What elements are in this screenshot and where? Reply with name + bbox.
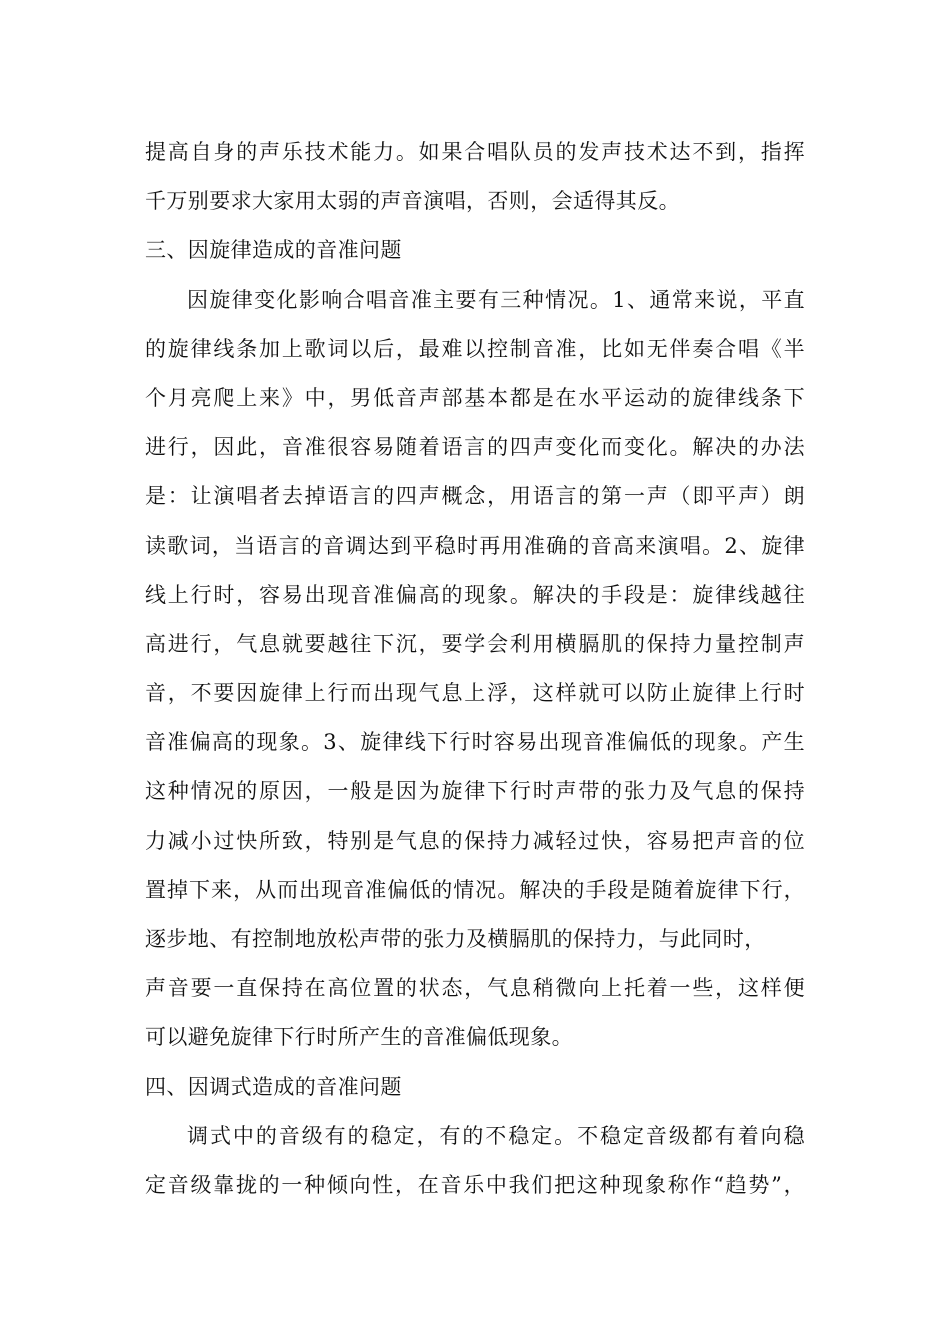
text-line: 线上行时，容易出现音准偏高的现象。解决的手段是：旋律线越往 bbox=[145, 582, 805, 607]
paragraph-first-line: 调式中的音级有的稳定，有的不稳定。不稳定音级都有着向稳 bbox=[187, 1123, 805, 1148]
section-heading: 四、因调式造成的音准问题 bbox=[145, 1074, 402, 1099]
text-line: 个月亮爬上来》中，男低音声部基本都是在水平运动的旋律线条下 bbox=[145, 385, 805, 410]
text-line: 声音要一直保持在高位置的状态，气息稍微向上托着一些，这样便 bbox=[145, 976, 805, 1001]
text-line: 提高自身的声乐技术能力。如果合唱队员的发声技术达不到，指挥 bbox=[145, 140, 805, 164]
text-line: 高进行，气息就要越往下沉，要学会利用横膈肌的保持力量控制声 bbox=[145, 631, 805, 656]
text-line: 定音级靠拢的一种倾向性，在音乐中我们把这种现象称作“趋势”， bbox=[145, 1172, 805, 1197]
text-line: 是：让演唱者去掉语言的四声概念，用语言的第一声（即平声）朗 bbox=[145, 484, 805, 509]
text-line: 读歌词，当语言的音调达到平稳时再用准确的音高来演唱。2、旋律 bbox=[145, 533, 805, 558]
text-line: 逐步地、有控制地放松声带的张力及横膈肌的保持力，与此同时， bbox=[145, 927, 766, 951]
text-line: 的旋律线条加上歌词以后，最难以控制音准，比如无伴奏合唱《半 bbox=[145, 336, 805, 361]
text-line: 千万别要求大家用太弱的声音演唱，否则，会适得其反。 bbox=[145, 189, 680, 214]
text-line: 音，不要因旋律上行而出现气息上浮，这样就可以防止旋律上行时 bbox=[145, 681, 805, 706]
text-line: 进行，因此，音准很容易随着语言的四声变化而变化。解决的办法 bbox=[145, 435, 805, 460]
text-line: 音准偏高的现象。3、旋律线下行时容易出现音准偏低的现象。产生 bbox=[145, 730, 805, 755]
paragraph-first-line: 因旋律变化影响合唱音准主要有三种情况。1、通常来说，平直 bbox=[187, 287, 805, 312]
text-line: 置掉下来，从而出现音准偏低的情况。解决的手段是随着旋律下行， bbox=[145, 877, 805, 902]
section-heading: 三、因旋律造成的音准问题 bbox=[145, 238, 402, 263]
document-body bbox=[145, 128, 805, 1210]
text-line: 可以避免旋律下行时所产生的音准偏低现象。 bbox=[145, 1025, 573, 1050]
text-line: 力减小过快所致，特别是气息的保持力减轻过快，容易把声音的位 bbox=[145, 828, 805, 853]
text-line: 这种情况的原因，一般是因为旋律下行时声带的张力及气息的保持 bbox=[145, 779, 805, 804]
